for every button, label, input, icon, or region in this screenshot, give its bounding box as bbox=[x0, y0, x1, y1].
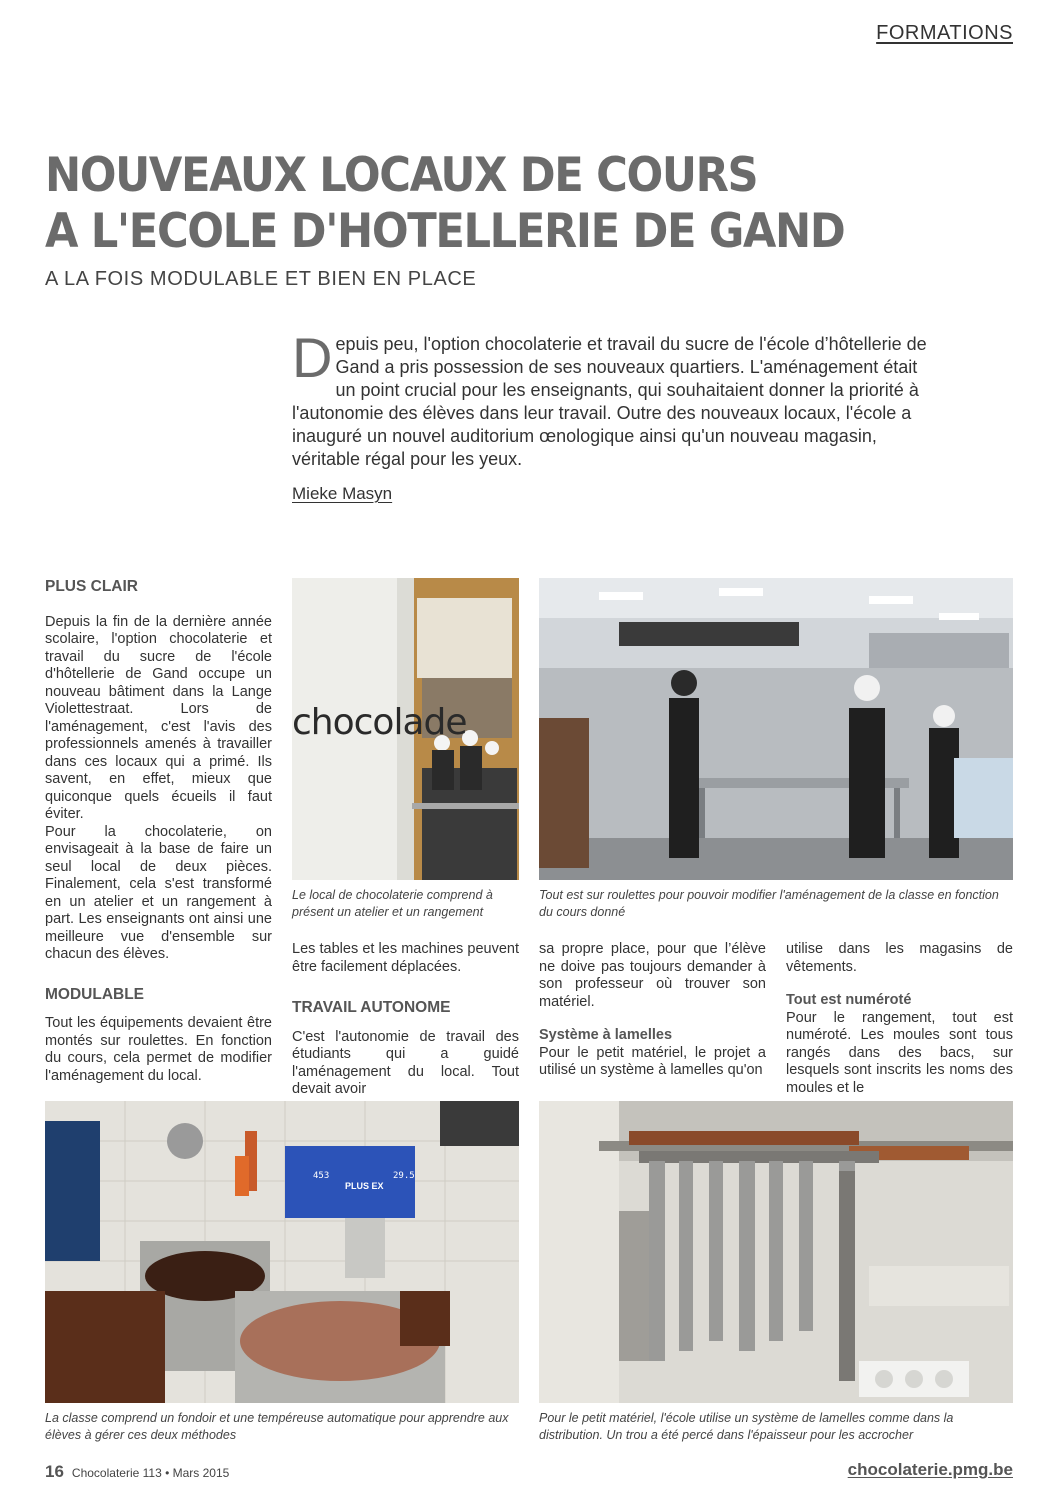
paragraph: Tout les équipements devaient être montés sur roulettes. En fonction du cours, cela permet de modifier l'aménagement du local. bbox=[45, 1015, 272, 1084]
paragraph: Pour la chocolaterie, on envisageait à la base de faire un seul local de deux pièces. Finalement, cela s'est transformé en un atelier et un rangement à part. Les enseignants ont ainsi une meilleure vue d'ensemble sur chacun des élèves. bbox=[45, 823, 272, 962]
article-subtitle: A LA FOIS MODULABLE ET BIEN EN PLACE bbox=[45, 268, 477, 290]
caption-photo-2: Tout est sur roulettes pour pouvoir modifier l'aménagement de la classe en fonction du cours donné bbox=[539, 888, 999, 919]
lead-paragraph bbox=[292, 326, 942, 471]
author-link[interactable]: Mieke Masyn bbox=[292, 484, 393, 503]
paragraph: Les tables et les machines peuvent être facilement déplacées. bbox=[292, 941, 519, 975]
lead-text: epuis peu, l'option chocolaterie et travail du sucre de l'école d’hôtellerie de Gand a pris possession de ses nouveaux quartiers. L'aménagement était un point crucial pour les enseignants, qui souhaitaient donner la priorité à l'autonomie des élèves dans leur travail. Outre des nouveaux locaux, l'école a inauguré un nouvel auditorium œnologique ainsi qu'un nouveau magasin, véritable régal pour les yeux. bbox=[292, 334, 927, 469]
drop-cap: D bbox=[292, 326, 333, 389]
article-title bbox=[45, 148, 928, 260]
heading-tout-numerote: Tout est numéroté bbox=[786, 992, 912, 1008]
title-line-2: A L'ECOLE D'HOTELLERIE DE GAND bbox=[45, 204, 845, 259]
paragraph: Pour le petit matériel, le projet a utilisé un système à lamelles qu'on bbox=[539, 1044, 766, 1078]
text-column-3 bbox=[539, 941, 766, 1080]
heading-travail-autonome: TRAVAIL AUTONOME bbox=[292, 999, 451, 1016]
caption-photo-3: La classe comprend un fondoir et une tempéreuse automatique pour apprendre aux élèves à gérer ces deux méthodes bbox=[45, 1411, 509, 1442]
heading-modulable: MODULABLE bbox=[45, 985, 145, 1003]
paragraph: C'est l'autonomie de travail des étudiants qui a guidé l'aménagement du local. Tout devait avoir bbox=[292, 1028, 519, 1097]
text-column-4 bbox=[786, 941, 1013, 1097]
paragraph: sa propre place, pour que l’élève ne doive pas toujours demander à son professeur où trouver son matériel. bbox=[539, 941, 766, 1010]
title-line-1: NOUVEAUX LOCAUX DE COURS bbox=[45, 148, 758, 203]
text-column-1 bbox=[45, 578, 272, 1085]
machine-brand: PLUS EX bbox=[345, 1181, 384, 1191]
heading-plus-clair: PLUS CLAIR bbox=[45, 578, 138, 595]
display-right: 29.5 bbox=[393, 1171, 415, 1181]
wall-lettering: chocolade bbox=[292, 702, 467, 743]
photo-lamella-system bbox=[539, 1101, 1013, 1403]
footer-issue bbox=[45, 1462, 229, 1482]
photo-chocolade-room bbox=[292, 578, 519, 880]
caption-photo-1: Le local de chocolaterie comprend à présent un atelier et un rangement bbox=[292, 888, 493, 919]
caption-photo-4: Pour le petit matériel, l'école utilise un système de lamelles comme dans la distribution. Un trou a été percé dans l'épaisseur pour les accrocher bbox=[539, 1411, 954, 1442]
photo-kitchen-classroom bbox=[539, 578, 1013, 880]
photo-tempering-machine bbox=[45, 1101, 519, 1403]
text-column-2 bbox=[292, 941, 519, 1099]
website-link[interactable]: chocolaterie.pmg.be bbox=[847, 1460, 1013, 1479]
heading-systeme-lamelles: Système à lamelles bbox=[539, 1027, 673, 1043]
paragraph: Pour le rangement, tout est numéroté. Les moules sont tous rangés dans des bacs, sur lesquels sont inscrits les noms des moules et le bbox=[786, 1009, 1013, 1096]
page-number: 16 bbox=[45, 1462, 64, 1481]
display-left: 453 bbox=[313, 1171, 330, 1181]
paragraph: Depuis la fin de la dernière année scolaire, l'option chocolaterie et travail du sucre de l'école d'hôtellerie de Gand occupe un nouveau bâtiment dans la Lange Violettestraat. Lors de l'aménagement, c'est l'avis des professionnels amenés à travailler dans ces locaux qui a primé. Ils savent, en effet, mieux que quiconque quels écueils il faut éviter. bbox=[45, 613, 272, 822]
paragraph: utilise dans les magasins de vêtements. bbox=[786, 941, 1013, 975]
section-tag: FORMATIONS bbox=[876, 22, 1013, 44]
issue-info: Chocolaterie 113 • Mars 2015 bbox=[71, 1466, 230, 1480]
